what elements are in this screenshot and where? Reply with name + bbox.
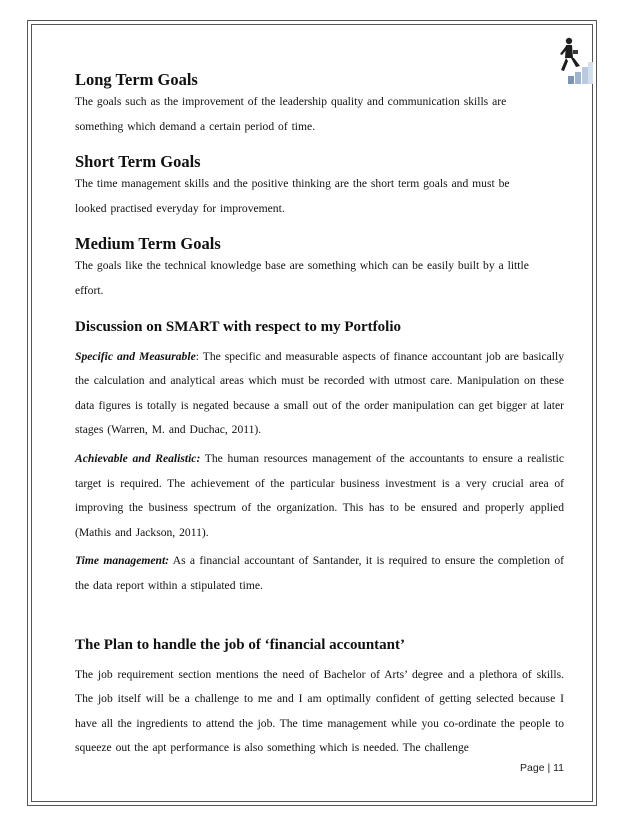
smart-item-sep: :: [195, 349, 199, 363]
text-line: The time management skills and the positive thinking are the short term goals and must be: [75, 177, 510, 191]
section-smart: [75, 317, 564, 599]
text-line: looked practised everyday for improvement.: [75, 201, 285, 215]
smart-item: [75, 447, 564, 545]
section-long-term-goals: [75, 70, 564, 139]
page-content: [75, 70, 564, 774]
smart-item-text: As a financial accountant of Santander, it is required to ensure the completion of the data report within a stipulated time.: [75, 554, 564, 592]
text-line: effort.: [75, 283, 104, 297]
section-heading: Discussion on SMART with respect to my Portfolio: [75, 318, 401, 335]
section-heading: The Plan to handle the job of ‘financial accountant’: [75, 636, 406, 653]
smart-item: [75, 345, 564, 443]
section-paragraph: [75, 90, 564, 139]
section-paragraph: The job requirement section mentions the need of Bachelor of Arts’ degree and a plethora of skills. The job itself will be a challenge to me and I am optimally confident of getting selected because I have all the ingredients to attend the job. The time management while you co-ordinate the people to squeeze out the apt performance is also something which is needed. The challenge: [75, 667, 564, 755]
section-plan: [75, 635, 564, 761]
text-line: something which demand a certain period of time.: [75, 119, 316, 133]
smart-item-text: The specific and measurable aspects of finance accountant job are basically the calculation and analytical areas which must be recorded with utmost care. Manipulation on these data figures is totally is negated because a small out of the order manipulation can get bigger at later stages (Warren, M. and Duchac, 2011).: [75, 349, 564, 437]
smart-item: [75, 549, 564, 598]
section-heading: Long Term Goals: [75, 70, 198, 89]
page-number: Page | 11: [520, 762, 564, 774]
smart-item-lead: Achievable and Realistic:: [75, 451, 201, 465]
section-paragraph: [75, 172, 564, 221]
smart-item-text: The human resources management of the accountants to ensure a realistic target is required. The achievement of the particular business investment is a very crucial area of improving the business spectrum of the organization. This has to be ensured and properly applied (Mathis and Jackson, 2011).: [75, 451, 564, 539]
section-heading: Short Term Goals: [75, 152, 201, 172]
section-heading: Medium Term Goals: [75, 234, 221, 254]
section-medium-term-goals: [75, 234, 564, 303]
text-line: The goals such as the improvement of the leadership quality and communication skills are: [75, 95, 507, 108]
section-paragraph: [75, 254, 564, 303]
smart-item-lead: Time management:: [75, 554, 170, 568]
smart-item-lead: Specific and Measurable: [75, 349, 196, 363]
text-line: The goals like the technical knowledge base are something which can be easily built by a little: [75, 259, 529, 273]
section-short-term-goals: [75, 152, 564, 221]
